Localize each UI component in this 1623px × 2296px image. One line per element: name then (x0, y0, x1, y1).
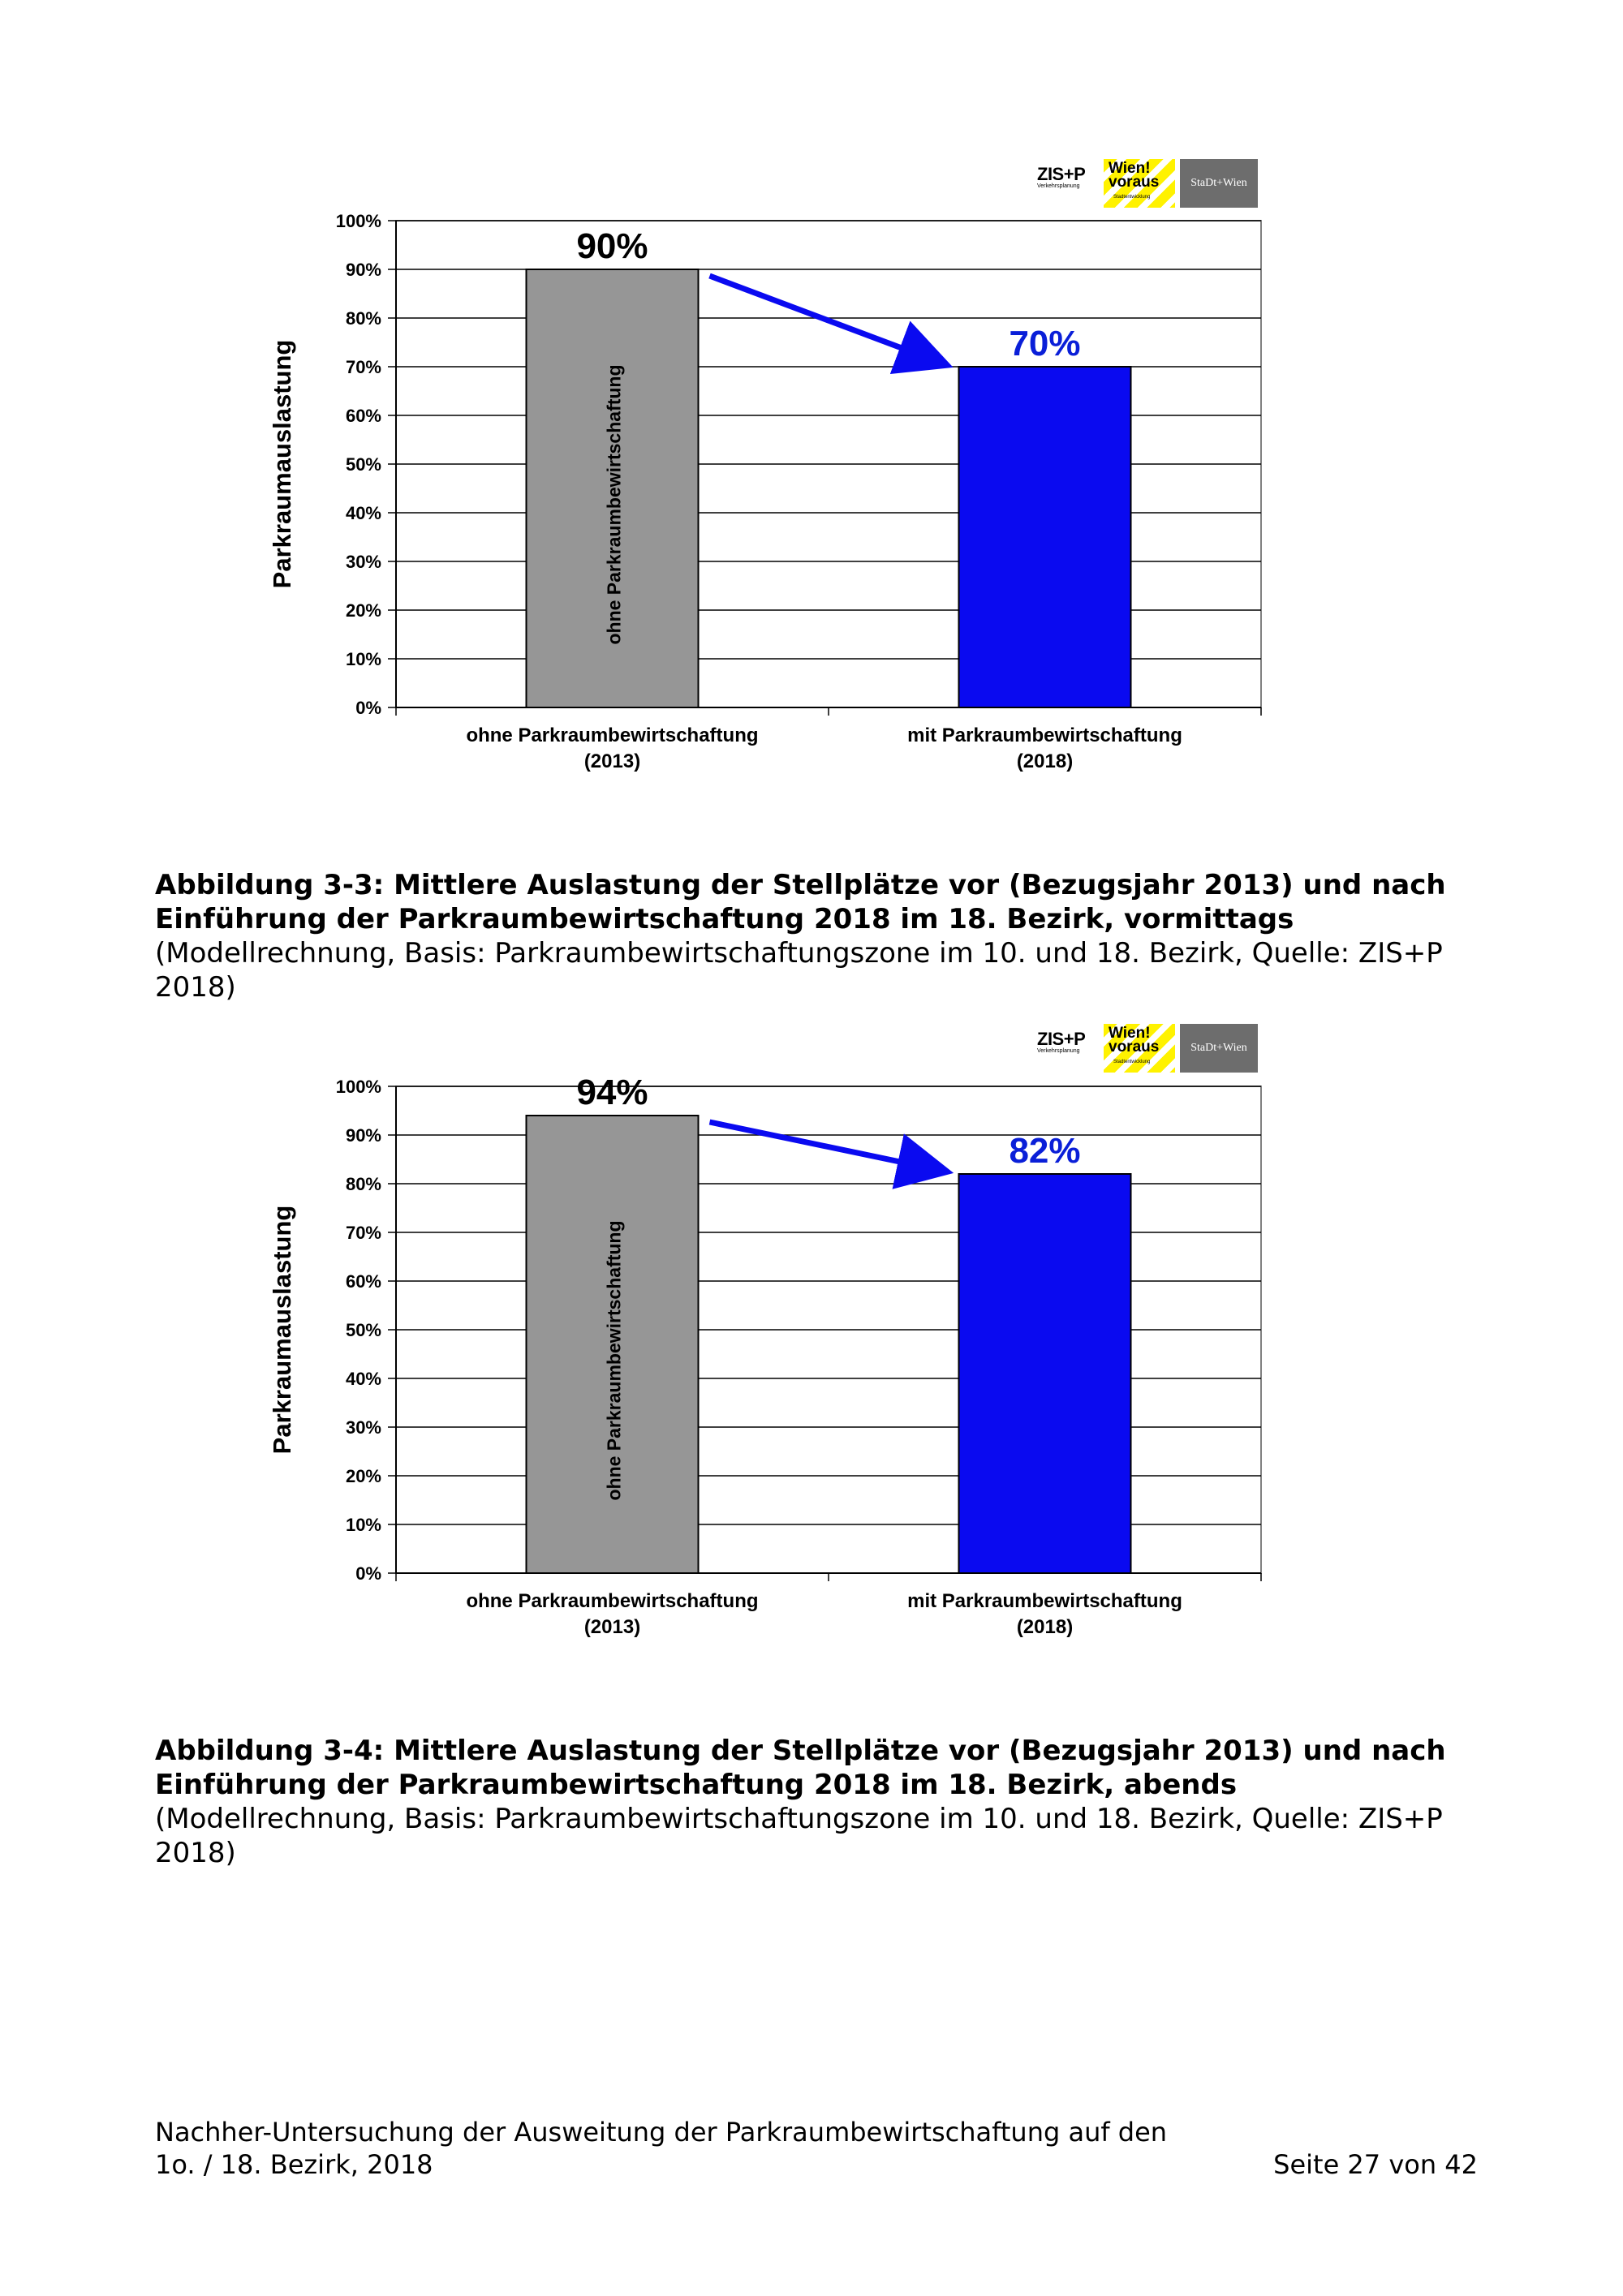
bar-chart-abends (260, 1052, 1315, 1685)
y-tick-label: 30% (345, 1417, 381, 1438)
x-category-label: (2018) (1016, 1616, 1074, 1638)
bar-2 (959, 1174, 1131, 1573)
y-tick-label: 60% (345, 1271, 381, 1292)
wien-logo-line1: Wien! (1109, 1025, 1151, 1042)
page-footer (155, 2116, 1478, 2181)
y-tick-label: 20% (345, 600, 381, 621)
x-category-label: (2013) (583, 750, 641, 772)
caption-source: (Modellrechnung, Basis: Parkraumbewirtschaftungszone im 10. und 18. Bezirk, Quelle: ZIS+P 2018) (155, 1803, 1443, 1869)
bar-value-label: 90% (576, 226, 648, 266)
page-number: Seite 27 von 42 (1273, 2149, 1478, 2180)
y-tick-label: 10% (345, 649, 381, 669)
y-tick-label: 80% (345, 308, 381, 329)
chart-svg (260, 187, 1315, 819)
zis-logo-text: ZIS+P (1037, 1029, 1086, 1049)
bar-inner-label: ohne Parkraumbewirtschaftung (603, 364, 625, 645)
x-category-label: ohne Parkraumbewirtschaftung (466, 1590, 759, 1612)
x-category-label: (2018) (1016, 750, 1074, 772)
bar-value-label: 82% (1009, 1131, 1081, 1171)
y-tick-label: 0% (355, 698, 381, 718)
y-tick-label: 80% (345, 1174, 381, 1194)
x-category-label: mit Parkraumbewirtschaftung (907, 724, 1182, 746)
y-tick-label: 40% (345, 503, 381, 523)
y-tick-label: 50% (345, 1320, 381, 1340)
wien-logo-subtext: Stadtentwicklung (1113, 1060, 1151, 1064)
figure-caption (155, 1734, 1486, 1870)
y-tick-label: 60% (345, 406, 381, 426)
x-category-label: mit Parkraumbewirtschaftung (907, 1590, 1182, 1612)
stadt-wien-logo: StaDt+Wien (1180, 1024, 1258, 1073)
y-tick-label: 50% (345, 454, 381, 475)
y-axis-title: Parkraumauslastung (268, 1205, 296, 1455)
y-tick-label: 90% (345, 1125, 381, 1146)
bar-chart-vormittags (260, 187, 1315, 819)
y-tick-label: 100% (335, 1077, 381, 1097)
y-tick-label: 40% (345, 1369, 381, 1389)
wien-logo-line2: voraus (1109, 174, 1160, 191)
wien-logo-subtext: Stadtentwicklung (1113, 195, 1151, 200)
bar-inner-label: ohne Parkraumbewirtschaftung (603, 1220, 625, 1501)
bar-value-label: 94% (576, 1073, 648, 1112)
bar-value-label: 70% (1009, 324, 1081, 363)
stadt-wien-logo: StaDt+Wien (1180, 159, 1258, 208)
y-axis-title: Parkraumauslastung (268, 339, 296, 589)
wien-logo-line2: voraus (1109, 1038, 1160, 1056)
y-tick-label: 0% (355, 1563, 381, 1584)
zis-logo-subtext: Verkehrsplanung (1037, 183, 1080, 189)
footer-line1: Nachher-Untersuchung der Ausweitung der Parkraumbewirtschaftung auf den (155, 2117, 1168, 2148)
y-tick-label: 30% (345, 552, 381, 572)
chart-svg (260, 1052, 1315, 1685)
y-tick-label: 20% (345, 1466, 381, 1486)
zis-logo (1037, 1029, 1104, 1054)
y-tick-label: 70% (345, 1223, 381, 1243)
caption-source: (Modellrechnung, Basis: Parkraumbewirtschaftungszone im 10. und 18. Bezirk, Quelle: ZIS+P 2018) (155, 937, 1443, 1004)
zis-logo (1037, 164, 1104, 189)
wien-logo-line1: Wien! (1109, 160, 1151, 177)
zis-logo-subtext: Verkehrsplanung (1037, 1048, 1080, 1054)
footer-line2: 1o. / 18. Bezirk, 2018 (155, 2149, 433, 2180)
caption-title: Abbildung 3-3: Mittlere Auslastung der Stellplätze vor (Bezugsjahr 2013) und nach Einführung der Parkraumbewirtschaftung 2018 im 18. Bezirk, vormittags (155, 869, 1446, 935)
y-tick-label: 100% (335, 211, 381, 231)
bar-2 (959, 367, 1131, 707)
zis-logo-text: ZIS+P (1037, 164, 1086, 184)
x-category-label: (2013) (583, 1616, 641, 1638)
x-category-label: ohne Parkraumbewirtschaftung (466, 724, 759, 746)
y-tick-label: 70% (345, 357, 381, 377)
figure-caption (155, 868, 1486, 1004)
y-tick-label: 90% (345, 260, 381, 280)
y-tick-label: 10% (345, 1515, 381, 1535)
caption-title: Abbildung 3-4: Mittlere Auslastung der Stellplätze vor (Bezugsjahr 2013) und nach Einführung der Parkraumbewirtschaftung 2018 im 18. Bezirk, abends (155, 1735, 1446, 1801)
